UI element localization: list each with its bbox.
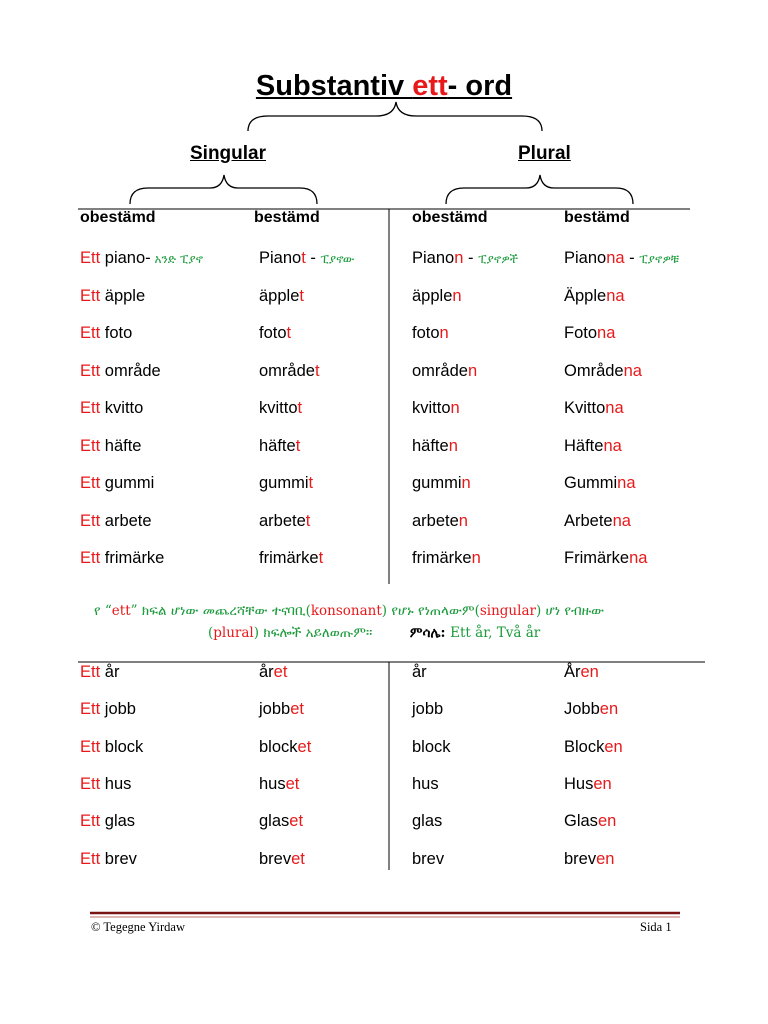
noun-suffix: t [308, 474, 314, 492]
noun-stem: frimärke [259, 549, 319, 567]
noun-stem: Foto [564, 324, 598, 342]
article-ett: Ett [80, 399, 101, 417]
table1-cell [412, 549, 481, 568]
note-fragment: ) የሆኑ የነጠላውም( [381, 603, 480, 619]
table1-cell [259, 324, 291, 343]
noun-stem: häfte [412, 436, 449, 455]
noun-stem: glas [100, 812, 136, 831]
table1-cell [259, 249, 354, 268]
noun-suffix: t [295, 436, 301, 455]
note-fragment: ” ክፍል ሆነው መጨረሻቸው ተናባቢ( [130, 603, 311, 619]
plural-brace [446, 175, 633, 204]
noun-stem: Område [564, 361, 624, 380]
noun-stem: år [259, 663, 274, 681]
table1-cell [259, 549, 323, 568]
article-ett: Ett [80, 700, 101, 719]
noun-stem: äpple [412, 286, 453, 305]
noun-suffix: n [458, 511, 468, 530]
table1-cell [80, 474, 154, 493]
noun-suffix: t [297, 399, 303, 417]
article-ett: Ett [80, 436, 101, 455]
noun-stem: block [100, 737, 144, 756]
table2-cell [412, 700, 443, 719]
noun-stem: häfte [100, 436, 142, 455]
table2-cell [412, 812, 442, 831]
noun-suffix: et [297, 737, 312, 756]
note-fragment: konsonant [310, 603, 382, 619]
table1-cell [412, 399, 460, 418]
noun-stem: brev [412, 849, 445, 868]
table1-cell [259, 362, 320, 381]
column-header-plural-indefinite: obestämd [412, 209, 488, 226]
noun-stem: gummi [259, 474, 309, 492]
noun-stem: block [412, 737, 451, 756]
article-ett: Ett [80, 812, 101, 831]
noun-suffix: t [305, 511, 311, 530]
column-header-singular-indefinite: obestämd [80, 209, 156, 226]
article-ett: Ett [80, 774, 101, 793]
noun-stem: Block [564, 737, 605, 756]
table1-cell [564, 512, 631, 531]
table2-cell [80, 663, 119, 682]
noun-suffix: et [289, 812, 304, 831]
noun-stem: hus [412, 774, 439, 793]
noun-suffix: na [597, 324, 616, 342]
article-ett: Ett [80, 849, 101, 868]
amharic-translation: ፒያኖዎች [478, 252, 519, 266]
noun-stem: område [100, 361, 161, 380]
noun-suffix: en [604, 737, 623, 756]
noun-stem: Gummi [564, 474, 618, 492]
table2-cell [412, 850, 444, 869]
noun-stem: arbete [100, 511, 152, 530]
table1-cell [412, 324, 449, 343]
note-fragment: ) ሆነ የብዙው [535, 603, 605, 619]
noun-stem: år [100, 663, 120, 681]
table1-cell [412, 249, 518, 268]
table1-cell [412, 362, 477, 381]
title-pre: Substantiv [255, 70, 413, 102]
noun-suffix: n [471, 549, 481, 567]
table1-cell [564, 249, 679, 268]
amharic-translation: ፒያኖዎቹ [639, 252, 680, 266]
noun-suffix: t [314, 361, 320, 380]
column-header-singular-definite: bestämd [254, 209, 320, 226]
noun-suffix: et [285, 774, 300, 793]
table1-cell [259, 399, 302, 418]
noun-stem: brev [100, 849, 137, 868]
table2-cell [564, 775, 612, 794]
singular-brace [130, 175, 317, 204]
table1-cell [564, 287, 625, 306]
note-line-2 [208, 625, 540, 641]
table1-cell [259, 474, 313, 493]
noun-suffix: et [273, 663, 288, 681]
table2-cell [259, 775, 299, 794]
noun-suffix: en [599, 700, 619, 719]
article-ett: Ett [80, 286, 101, 305]
table2-cell [259, 850, 305, 869]
noun-suffix: t [318, 549, 324, 567]
note-fragment: ett [111, 603, 131, 619]
noun-stem: jobb [100, 700, 136, 719]
noun-suffix: na [629, 549, 648, 567]
noun-stem: Piano [259, 249, 302, 267]
noun-suffix: et [290, 700, 304, 719]
dash: - [463, 249, 479, 267]
note-fragment: ) ክፍሎች አይለወጡም። [253, 625, 373, 641]
table2-cell [412, 775, 439, 794]
noun-stem: Häfte [564, 436, 604, 455]
table1-cell [80, 549, 164, 568]
table1-cell [80, 287, 145, 306]
table1-cell [80, 437, 141, 456]
table1-cell [80, 512, 152, 531]
noun-suffix: na [617, 474, 636, 492]
noun-stem: Hus [564, 774, 594, 793]
table1-cell [259, 512, 310, 531]
noun-suffix: t [299, 286, 304, 305]
heading-singular: Singular [190, 143, 267, 164]
noun-suffix: na [606, 249, 625, 267]
footer-page-number: Sida 1 [640, 920, 672, 934]
noun-stem: block [259, 737, 298, 756]
noun-stem: Äpple [564, 286, 607, 305]
table2-cell [80, 850, 137, 869]
article-ett: Ett [80, 737, 101, 756]
table2-cell [564, 850, 614, 869]
noun-suffix: n [439, 324, 449, 342]
noun-stem: gummi [100, 474, 155, 492]
table1-cell [564, 362, 642, 381]
noun-suffix: t [301, 249, 306, 267]
noun-stem: häfte [259, 436, 296, 455]
noun-suffix: n [467, 361, 478, 380]
noun-stem: arbete [259, 511, 306, 530]
noun-suffix: n [450, 399, 460, 417]
title-ett: ett [412, 70, 448, 102]
noun-stem: brev [564, 849, 597, 868]
noun-suffix: n [448, 436, 458, 455]
table1-cell [564, 399, 624, 418]
noun-stem: jobb [412, 700, 444, 719]
noun-suffix: n [454, 249, 464, 267]
noun-stem: frimärke [100, 549, 165, 567]
note-fragment: singular [479, 603, 536, 619]
table2-cell [80, 775, 131, 794]
noun-stem: frimärke [412, 549, 472, 567]
noun-stem: Piano [412, 249, 455, 267]
table2-cell [564, 700, 618, 719]
noun-stem: gummi [412, 474, 462, 492]
table1-cell [564, 437, 622, 456]
table2-cell [564, 663, 599, 682]
article-ett: Ett [80, 663, 101, 681]
noun-stem: kvitto [412, 399, 451, 417]
note-fragment: የ “ [94, 603, 112, 619]
noun-stem: kvitto [259, 399, 298, 417]
footer-author: © Tegegne Yirdaw [91, 920, 186, 934]
noun-stem: foto [100, 324, 133, 342]
noun-stem: hus [100, 774, 132, 793]
noun-stem: Piano [564, 249, 607, 267]
article-ett: Ett [80, 549, 101, 567]
note-fragment: plural [213, 625, 254, 641]
article-ett: Ett [80, 249, 101, 267]
noun-suffix: na [623, 361, 642, 380]
table1-cell [412, 287, 462, 306]
article-ett: Ett [80, 324, 101, 342]
table1-cell [80, 362, 161, 381]
noun-stem: piano- [100, 249, 151, 267]
table1-cell [80, 324, 132, 343]
noun-stem: arbete [412, 511, 459, 530]
noun-suffix: na [612, 511, 631, 530]
dash: - [305, 249, 321, 267]
noun-suffix: na [606, 286, 625, 305]
table2-cell [259, 700, 304, 719]
note-line-1 [94, 603, 604, 619]
table1-cell [80, 249, 203, 268]
noun-stem: äpple [259, 286, 300, 305]
table1-cell [564, 474, 636, 493]
noun-stem: foto [259, 324, 287, 342]
note-fragment: ( [208, 625, 214, 641]
noun-stem: Frimärke [564, 549, 630, 567]
noun-suffix: t [286, 324, 292, 342]
noun-stem: Glas [564, 812, 598, 831]
noun-suffix: en [597, 812, 617, 831]
article-ett: Ett [80, 474, 101, 492]
noun-stem: glas [412, 812, 443, 831]
table1-cell [259, 437, 300, 456]
table1-cell [80, 399, 143, 418]
heading-plural: Plural [518, 143, 571, 164]
table2-cell [80, 700, 136, 719]
table2-cell [412, 663, 427, 682]
table1-cell [412, 474, 471, 493]
noun-stem: område [259, 361, 315, 380]
table2-cell [80, 738, 143, 757]
noun-stem: äpple [100, 286, 146, 305]
noun-stem: foto [412, 324, 440, 342]
noun-suffix: en [580, 663, 599, 681]
article-ett: Ett [80, 361, 101, 380]
noun-stem: Arbete [564, 511, 613, 530]
title-brace [248, 102, 542, 131]
noun-stem: kvitto [100, 399, 144, 417]
noun-suffix: na [605, 399, 624, 417]
table1-cell [564, 324, 615, 343]
table1-cell [259, 287, 304, 306]
noun-stem: jobb [259, 700, 291, 719]
amharic-translation: አንድ ፒያኖ [150, 252, 204, 266]
table1-cell [412, 512, 468, 531]
note-fragment: Ett år, Två år [450, 625, 541, 641]
dash: - [624, 249, 640, 267]
amharic-translation: ፒያኖው [320, 252, 355, 266]
noun-suffix: n [452, 286, 462, 305]
table2-cell [259, 738, 311, 757]
column-header-plural-definite: bestämd [564, 209, 630, 226]
table2-cell [259, 663, 287, 682]
article-ett: Ett [80, 511, 101, 530]
noun-stem: brev [259, 849, 292, 868]
noun-suffix: en [596, 849, 615, 868]
noun-stem: hus [259, 774, 286, 793]
table2-cell [564, 812, 616, 831]
noun-stem: år [412, 663, 427, 681]
table1-cell [412, 437, 458, 456]
noun-stem: område [412, 361, 468, 380]
noun-stem: glas [259, 812, 290, 831]
table2-cell [259, 812, 303, 831]
title-post: - ord [447, 70, 513, 102]
table2-cell [80, 812, 135, 831]
noun-suffix: et [291, 849, 305, 868]
noun-stem: Kvitto [564, 399, 606, 417]
note-fragment: ምሳሌ: [372, 625, 451, 641]
noun-suffix: n [461, 474, 471, 492]
table2-cell [564, 738, 623, 757]
noun-stem: Jobb [564, 700, 600, 719]
noun-suffix: en [593, 774, 612, 793]
table1-cell [564, 549, 647, 568]
noun-stem: År [564, 663, 581, 681]
table2-cell [412, 738, 451, 757]
noun-suffix: na [603, 436, 622, 455]
